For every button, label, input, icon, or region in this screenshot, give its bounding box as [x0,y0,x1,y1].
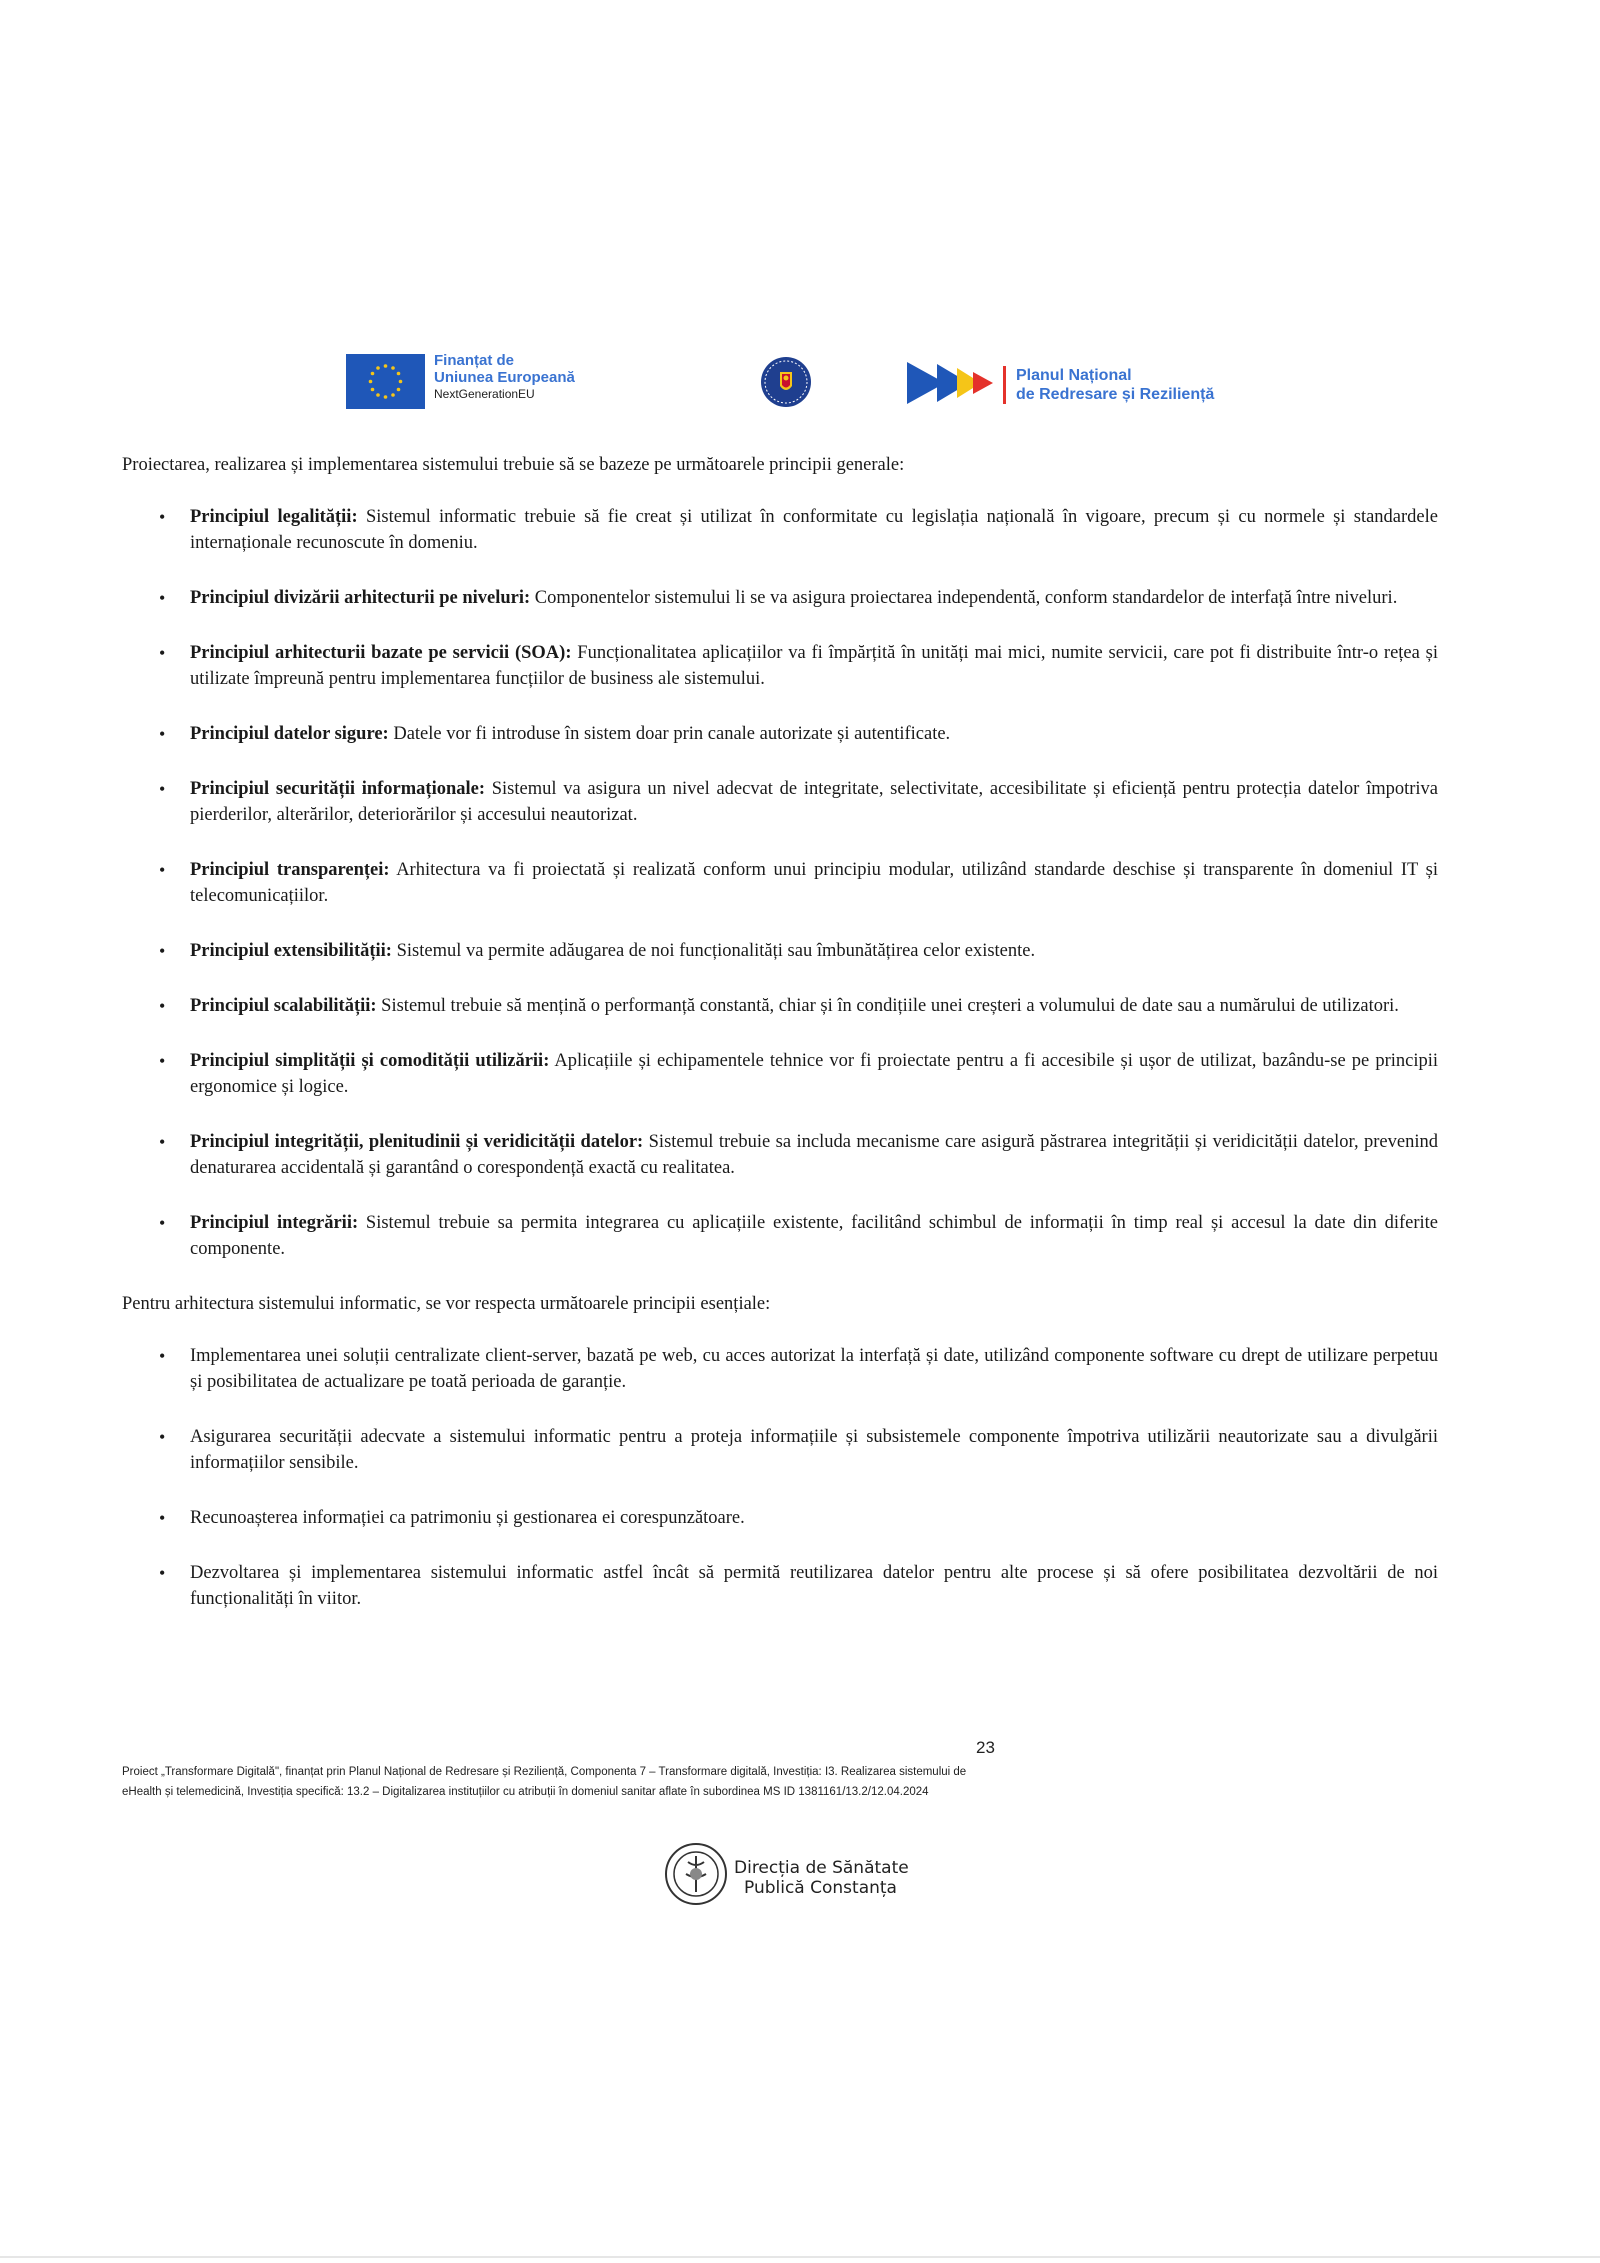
bullet-icon: • [159,1132,166,1152]
architecture-text: Dezvoltarea și implementarea sistemului informatic astfel încât să permită reutilizarea datelor pentru alte procese și să ofere posibilitatea dezvoltării de noi funcționalități în viitor. [190,1563,1438,1609]
project-footer: Proiect „Transformare Digitală", finanțat prin Planul Național de Redresare și Reziliență, Componenta 7 – Transformare digitală, Investiția: I3. Realizarea sistemului de eHealth și telemedicină, Investiția specifică: 13.2 – Digitalizarea instituțiilor cu atribuții în domeniul sanitar aflate în subordinea MS ID 1381161/13.2/12.04.2024 [122,1766,967,1798]
principle-text: Datele vor fi introduse în sistem doar prin canale autorizate și autentificate. [388,724,951,744]
architecture-principles-list [122,1343,1438,1612]
list-item [122,1129,1438,1181]
institution-line1: Direcția de Sănătate [734,1858,909,1878]
principle-term: Principiul integrității, plenitudinii și veridicității datelor: [190,1132,644,1152]
bullet-icon: • [159,507,166,527]
list-item [122,1210,1438,1262]
list-item [122,1048,1438,1100]
bullet-icon: • [159,1563,166,1583]
list-item [122,1505,1438,1531]
bullet-icon: • [159,1508,166,1528]
bullet-icon: • [159,996,166,1016]
intro-paragraph: Proiectarea, realizarea și implementarea sistemului trebuie să se bazeze pe următoarele principii generale: [122,455,905,475]
pnrr-label [1003,366,1214,404]
pnrr-line2: de Redresare și Reziliență [1016,386,1215,403]
principle-term: Principiul legalității: [190,507,358,527]
principle-text: Sistemul va permite adăugarea de noi funcționalități sau îmbunătățirea celor existente. [391,941,1036,961]
list-item [122,938,1438,964]
principle-term: Principiul extensibilității: [190,941,392,961]
bullet-icon: • [159,860,166,880]
principle-term: Principiul integrării: [190,1213,359,1233]
principle-text: Arhitectura va fi proiectată și realizată conform unui principiu modular, utilizând standarde deschise și transparente în domeniul IT și telecomunicațiilor. [190,860,1438,906]
list-item [122,993,1438,1019]
bullet-icon: • [159,1346,166,1366]
eu-line3: NextGenerationEU [434,387,535,401]
architecture-text: Asigurarea securității adecvate a sistemului informatic pentru a proteja informațiile și subsistemele componente împotriva utilizării neautorizate sau a divulgării informațiilor sensibile. [190,1427,1438,1473]
architecture-text: Implementarea unei soluții centralizate client-server, bazată pe web, cu acces autorizat la interfață și date, utilizând componente software cu drept de utilizare perpetuu și posibilitatea de actualizare pe toată perioada de garanție. [190,1346,1438,1392]
bullet-icon: • [159,1051,166,1071]
principle-term: Principiul arhitecturii bazate pe servicii (SOA): [190,643,572,663]
principle-text: Aplicațiile și echipamentele tehnice vor fi proiectate pentru a fi accesibile și ușor de utilizat, bazându-se pe principii ergonomice și logice. [190,1051,1438,1097]
page-number: 23 [976,1738,995,1757]
eu-funding-label [434,352,575,403]
principle-text: Sistemul trebuie sa includa mecanisme care asigură păstrarea integrității și veridicității datelor, prevenind denaturarea accidentală și garantând o corespondență exactă cu realitatea. [190,1132,1438,1178]
list-item [122,776,1438,828]
romanian-government-seal-icon [760,356,812,408]
architecture-text: Recunoașterea informației ca patrimoniu și gestionarea ei corespunzătoare. [190,1508,745,1528]
document-body [122,452,1438,1641]
pnrr-line1: Planul Național [1016,367,1132,384]
bullet-icon: • [159,1427,166,1447]
bullet-icon: • [159,643,166,663]
page-edge-divider [0,2256,1600,2258]
funding-header [0,352,1600,412]
principle-text: Sistemul va asigura un nivel adecvat de integritate, selectivitate, accesibilitate și eficiență pentru protecția datelor împotriva pierderilor, alterărilor, deteriorărilor și accesului neautorizat. [190,779,1438,825]
institution-line2: Publică Constanța [744,1878,897,1898]
list-item [122,857,1438,909]
list-item [122,721,1438,747]
list-item [122,504,1438,556]
list-item [122,585,1438,611]
principle-text: Sistemul trebuie sa permita integrarea cu aplicațiile existente, facilitând schimbul de informații în timp real și accesul la date din diferite componente. [190,1213,1439,1259]
bullet-icon: • [159,724,166,744]
bullet-icon: • [159,1213,166,1233]
list-item [122,1343,1438,1395]
principle-term: Principiul securității informaționale: [190,779,486,799]
bullet-icon: • [159,588,166,608]
principle-text: Sistemul trebuie să mențină o performanță constantă, chiar și în condițiile unei creșteri a volumului de date sau a numărului de utilizatori. [376,996,1399,1016]
bullet-icon: • [159,779,166,799]
principle-term: Principiul scalabilității: [190,996,377,1016]
dsp-seal-icon [652,1840,734,1910]
principle-term: Principiul datelor sigure: [190,724,389,744]
list-item [122,1560,1438,1612]
general-principles-list [122,504,1438,1262]
eu-flag-icon [346,354,425,409]
eu-line1: Finanțat de [434,352,515,369]
institution-name [734,1858,909,1898]
architecture-intro: Pentru arhitectura sistemului informatic, se vor respecta următoarele principii esențiale: [122,1294,771,1314]
institution-logo [652,1840,992,1910]
bullet-icon: • [159,941,166,961]
list-item [122,1424,1438,1476]
principle-term: Principiul transparenței: [190,860,390,880]
principle-text: Componentelor sistemului li se va asigura proiectarea independentă, conform standardelor de interfață între niveluri. [530,588,1398,608]
principle-text: Funcționalitatea aplicațiilor va fi împărțită în unități mai mici, numite servicii, care pot fi distribuite într-o rețea și utilizate împreună pentru implementarea funcțiilor de business ale sistemului. [190,643,1438,689]
eu-line2: Uniunea Europeană [434,369,575,386]
principle-term: Principiul simplității și comodității utilizării: [190,1051,550,1071]
pnrr-logo-icon [907,358,1003,408]
principle-term: Principiul divizării arhitecturii pe niveluri: [190,588,531,608]
list-item [122,640,1438,692]
principle-text: Sistemul informatic trebuie să fie creat și utilizat în conformitate cu legislația națională în vigoare, precum și cu normele și standardele internaționale recunoscute în domeniu. [190,507,1438,553]
